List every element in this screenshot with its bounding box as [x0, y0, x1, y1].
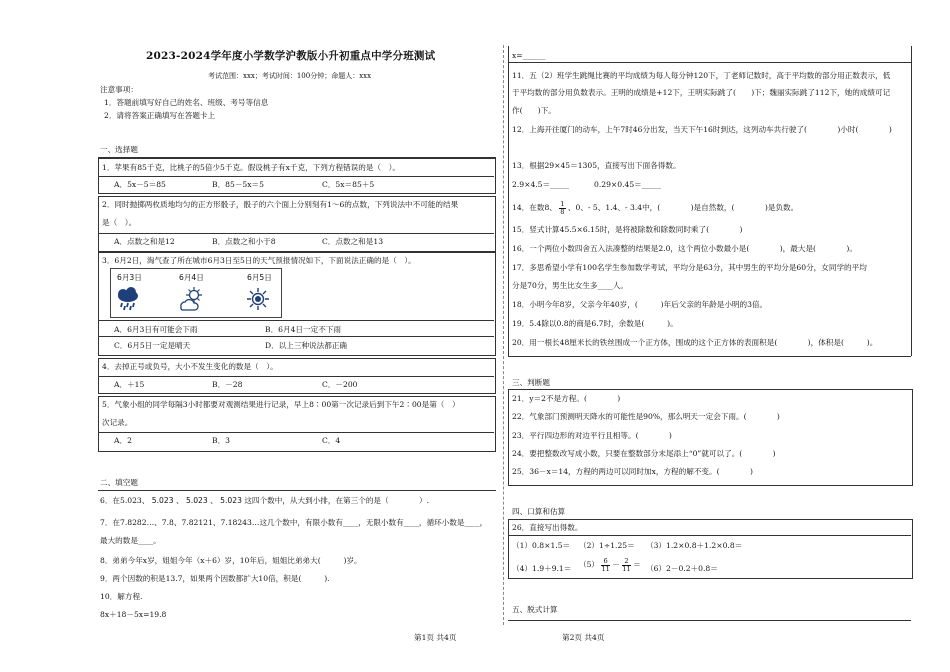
calc-5-fraction-2: [622, 558, 630, 572]
fraction-numerator: 6: [601, 558, 609, 566]
q7-line1: 7．在7.8282…、7.8、7.82121、7.18243…这几个数中，有限小数有____，无限小数有____，循环小数是____，: [100, 518, 488, 527]
q15-text: 15．竖式计算45.5×6.15时，是将被除数和除数同时乘了( ): [512, 225, 743, 234]
q2-option-a[interactable]: A．点数之和是12: [114, 237, 175, 246]
divider: [98, 376, 494, 377]
q1-option-c[interactable]: C．5x＝85＋5: [322, 180, 375, 189]
exam-title: 2023-2024学年度小学数学沪教版小升初重点中学分班测试: [146, 50, 436, 62]
divider: [508, 620, 911, 621]
q2-text-line1: 2．同时抛掷两枚质地均匀的正方形骰子，骰子的六个面上分别刻有1～6的点数，下列说法中不可能的结果: [102, 200, 459, 209]
q1-option-a[interactable]: A．5x－5＝85: [114, 180, 166, 189]
fraction-denominator: 8: [560, 207, 565, 216]
q11-line2: 于平均数的部分用负数表示。王明的成绩是+12下，王明实际跳了( )下；魏丽实际跳了112下，她的成绩可记: [512, 88, 891, 97]
sun-icon: [245, 286, 271, 312]
fraction-denominator: 11: [622, 564, 631, 573]
q2-text-line2: 是（ ）。: [102, 218, 137, 227]
q25-text: 25．36－x＝14，方程的两边可以同时加x，方程的解不变。( ): [512, 467, 753, 476]
q3-option-a[interactable]: A．6月3日有可能会下雨: [114, 325, 198, 334]
page-number-1: 第1页 共4页: [414, 633, 457, 642]
divider: [98, 432, 494, 433]
q11-line1: 11．五（2）班学生跳绳比赛的平均成绩为每人每分钟120下，丁老师记数时，高于平均数的部分用正数表示，低: [512, 71, 891, 80]
fraction-denominator: 11: [601, 564, 610, 573]
section5-heading: 五、脱式计算: [512, 605, 558, 614]
fraction-numerator: 1: [560, 200, 565, 208]
q7-line2: 最大的数是____。: [100, 536, 161, 545]
q14-text: [512, 201, 798, 215]
calc-3: （3）1.2×0.8＋1.2×0.8＝: [646, 541, 743, 550]
q6-text: 6．在5.023、 5.023 、 5.023 、 5.023 这四个数中，从大到小排，在第三个的是（ ）.: [100, 496, 429, 505]
q4-option-a[interactable]: A．＋15: [114, 380, 145, 389]
calc-2: （2）1÷1.25＝: [579, 541, 635, 550]
q14-suffix: 、0、- 5、1.4、- 3.4中，( )是自然数，( )是负数。: [567, 203, 799, 213]
section1-heading: 一、选择题: [100, 145, 138, 154]
q2-option-c[interactable]: C．点数之和是13: [322, 237, 384, 246]
page-number-2: 第2页 共4页: [562, 633, 605, 642]
section3-heading: 三、判断题: [512, 378, 550, 387]
q5-text-line1: 5．气象小组的同学每隔3小时都要对观测结果进行记录，早上8∶00第一次记录后到下午2∶00是第（ ）: [102, 400, 460, 409]
fraction-numerator: 2: [622, 558, 630, 566]
q10-equation: 8x＋18－5x=19.8: [100, 610, 167, 619]
divider: [508, 62, 911, 63]
q16-text: 16．一个两位小数四舍五入法凑整的结果是2.0，这个两位小数最小是( )，最大是( )。: [512, 244, 857, 253]
q20-text: 20．用一根长48厘米长的铁丝围成一个正方体，围成的这个正方体的表面积是( )，体积是( )。: [512, 338, 878, 347]
q22-text: 22．气象部门预测明天降水的可能性是90%，那么明天一定会下雨。( ): [512, 412, 780, 421]
calc-5-fraction-1: [601, 558, 609, 572]
weather-forecast-panel: [110, 268, 282, 318]
q1-text: 1．苹果有85千克，比桃子的5倍少5千克。假设桃子有x千克，下列方程错误的是（ ）。: [102, 163, 401, 172]
section4-heading: 四、口算和估算: [512, 507, 566, 516]
q4-option-c[interactable]: C．－200: [322, 380, 358, 389]
q5-option-c[interactable]: C．4: [322, 436, 341, 445]
q1-option-b[interactable]: B．85－5x＝5: [212, 180, 264, 189]
q14-fraction: [559, 201, 565, 215]
q23-text: 23．平行四边形的对边平行且相等。( ): [512, 431, 672, 440]
x-equals-blank: x=______: [512, 51, 546, 60]
q6-prefix: 6．在5.023、: [100, 496, 150, 505]
q2-option-b[interactable]: B．点数之和小于8: [212, 237, 276, 246]
q3-option-d[interactable]: D．以上三种说法都正确: [265, 341, 348, 350]
q13-a: 2.9×4.5＝_____: [512, 180, 570, 189]
q3-option-c[interactable]: C．6月5日一定是晴天: [114, 341, 191, 350]
calc-6: （6）2－0.2＋0.8＝: [646, 564, 718, 573]
q6-number-4: 5.023: [220, 496, 242, 505]
q18-text: 18．小明今年8岁，父亲今年40岁，( )年后父亲的年龄是小明的3倍。: [512, 300, 768, 309]
q11-line3: 作( )下。: [512, 106, 556, 115]
q19-text: 19．5.4除以0.8的商是6.7时，余数是( )。: [512, 319, 678, 328]
divider: [98, 176, 494, 177]
q6-number-2: 5.023: [151, 496, 174, 505]
q8-text: 8．弟弟今年x岁，姐姐今年（x＋6）岁，10年后，姐姐比弟弟大( )岁。: [100, 556, 362, 565]
section2-heading: 二、填空题: [100, 478, 138, 487]
rain-cloud-icon: [115, 286, 141, 312]
weather-date-1: 6月3日: [117, 273, 142, 282]
q9-text: 9．两个因数的积是13.7，如果两个因数都扩大10倍，积是( ).: [100, 574, 330, 583]
note-2: 2．请将答案正确填写在答题卡上: [104, 111, 216, 120]
q21-text: 21．y＝2不是方程。( ): [512, 394, 621, 403]
q17-line2: 分是70分，男生比女生多____人。: [512, 281, 628, 290]
divider: [508, 356, 911, 357]
q12-text: 12．上海开往厦门的动车，上午7时46分出发，当天下午16时到达，这列动车共行驶了( )小时( ): [512, 125, 892, 134]
box-border-right: [911, 46, 912, 356]
partly-sunny-icon: [177, 286, 203, 312]
weather-date-3: 6月5日: [247, 273, 272, 282]
q5-option-a[interactable]: A．2: [114, 436, 132, 445]
calc-5-prefix: （5）: [579, 560, 600, 570]
q24-text: 24．要把整数改写成小数，只要在整数部分末尾添上“0”就可以了。( ): [512, 449, 776, 458]
q5-text-line2: 次记录。: [102, 418, 133, 427]
q4-option-b[interactable]: B．－28: [212, 380, 243, 389]
notes-title: 注意事项：: [100, 85, 138, 94]
calc-5: （5） $\frac{6}{11}$ － $\frac{2}{11}$ ＝: [579, 557, 641, 573]
q4-text: 4．去掉正号或负号，大小不发生变化的数是（ ）。: [102, 362, 278, 371]
divider: [98, 233, 494, 234]
q13-text: 13．根据29×45＝1305，直接写出下面各得数。: [512, 161, 681, 170]
column-divider: [503, 45, 504, 625]
calc-5-suffix: ＝: [633, 560, 641, 570]
q10-text: 10．解方程.: [100, 592, 143, 601]
q3-text: 3．6月2日，淘气查了所在城市6月3日至5日的天气预报情况如下，下面说法正确的是（ ）。: [102, 256, 416, 265]
note-1: 1．答题前填写好自己的姓名、班级、考号等信息: [104, 98, 269, 107]
q3-option-b[interactable]: B．6月4日一定不下雨: [265, 325, 341, 334]
divider: [508, 535, 911, 536]
divider: [98, 320, 494, 321]
weather-date-2: 6月4日: [179, 273, 204, 282]
divider: [98, 490, 496, 491]
q6-suffix: 这四个数中，从大到小排，在第三个的是（ ）.: [244, 496, 429, 505]
q17-line1: 17．多思希望小学有100名学生参加数学考试，平均分是63分，其中男生的平均分是60分，女同学的平均: [512, 263, 867, 272]
exam-meta: 考试范围：xxx；考试时间：100分钟；命题人：xxx: [208, 72, 372, 80]
divider: [98, 336, 494, 337]
q13-b: 0.29×0.45＝_____: [594, 180, 661, 189]
q5-option-b[interactable]: B．3: [212, 436, 231, 445]
calc-4: （4）1.9＋9.1＝: [512, 564, 572, 573]
q14-prefix: 14．在数8、: [512, 203, 557, 213]
q26-text: 26．直接写出得数。: [512, 523, 583, 532]
q6-number-3: 5.023: [185, 496, 208, 505]
calc-1: （1）0.8×1.5＝: [512, 541, 571, 550]
box-border-left: [508, 46, 509, 356]
